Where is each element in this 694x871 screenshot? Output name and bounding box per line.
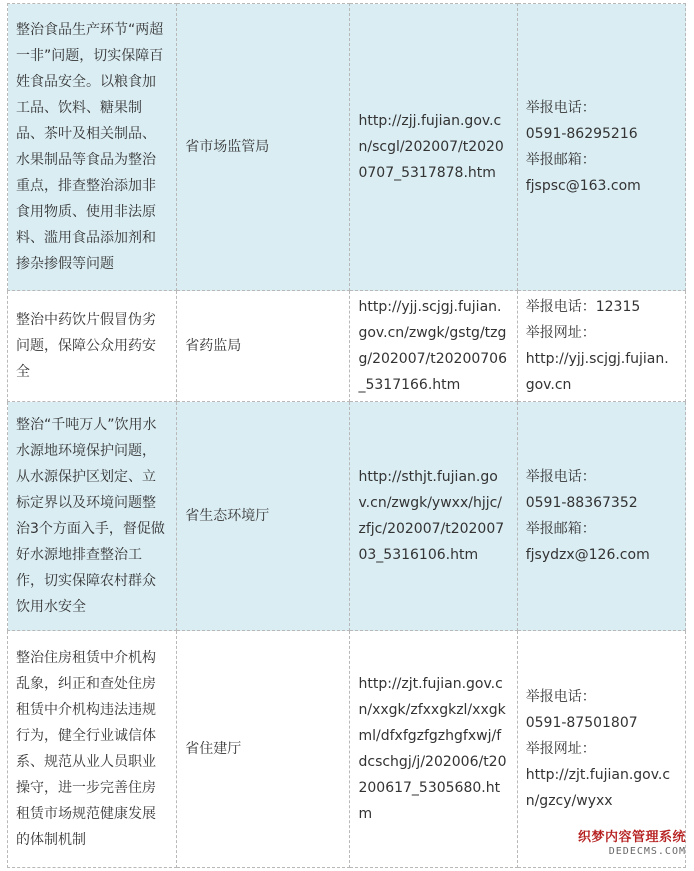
department-cell: 省住建厅 — [177, 631, 350, 868]
department-cell: 省生态环境厅 — [177, 402, 350, 631]
table-row — [8, 4, 686, 291]
url-cell[interactable]: http://zjj.fujian.gov.cn/scgl/202007/t20200707_5317878.htm — [350, 4, 517, 291]
task-cell: 整治中药饮片假冒伪劣问题，保障公众用药安全 — [8, 291, 177, 402]
contact-value: 0591-88367352 — [525, 495, 638, 511]
task-cell: 整治住房租赁中介机构乱象，纠正和查处住房租赁中介机构违法违规行为，健全行业诚信体系、规范从业人员职业操守，进一步完善住房租赁市场规范健康发展的体制机制 — [8, 631, 177, 868]
table-row — [8, 291, 686, 402]
contact-cell — [517, 291, 685, 402]
contact-label: 举报网址： — [525, 325, 596, 341]
task-table — [7, 3, 686, 868]
task-cell: 整治“千吨万人”饮用水水源地环境保护问题，从水源保护区划定、立标定界以及环境问题整治3个方面入手，督促做好水源地排查整治工作，切实保障农村群众饮用水安全 — [8, 402, 177, 631]
contact-cell — [517, 402, 685, 631]
contact-label: 举报电话： — [525, 100, 596, 116]
contact-value: 0591-86295216 — [525, 126, 638, 142]
contact-value[interactable]: http://zjt.fujian.gov.cn/gzcy/wyxx — [525, 767, 671, 809]
contact-label: 举报电话： — [525, 689, 596, 705]
url-cell[interactable]: http://yjj.scjgj.fujian.gov.cn/zwgk/gstg/tzgg/202007/t20200706_5317166.htm — [350, 291, 517, 402]
watermark-title: 织梦内容管理系统 — [577, 830, 686, 845]
url-cell[interactable]: http://sthjt.fujian.gov.cn/zwgk/ywxx/hjjc/zfjc/202007/t20200703_5316106.htm — [350, 402, 517, 631]
watermark — [578, 831, 686, 859]
contact-value[interactable]: http://yjj.scjgj.fujian.gov.cn — [525, 351, 669, 393]
url-cell[interactable]: http://zjt.fujian.gov.cn/xxgk/zfxxgkzl/xxgkml/dfxfgzfgzhgfxwj/fdcschgj/j/202006/t20200617_5305680.htm — [350, 631, 517, 868]
table-row — [8, 402, 686, 631]
contact-label: 举报电话：12315 — [525, 299, 641, 315]
contact-cell — [517, 4, 685, 291]
contact-value[interactable]: fjspsc@163.com — [525, 178, 641, 194]
contact-value[interactable]: fjsydzx@126.com — [525, 547, 650, 563]
contact-label: 举报邮箱： — [525, 521, 596, 537]
department-cell: 省药监局 — [177, 291, 350, 402]
contact-label: 举报邮箱： — [525, 152, 596, 168]
watermark-domain: DEDECMS.COM — [608, 846, 686, 857]
task-cell: 整治食品生产环节“两超一非”问题，切实保障百姓食品安全。以粮食加工品、饮料、糖果制品、茶叶及相关制品、水果制品等食品为整治重点，排查整治添加非食用物质、使用非法原料、滥用食品添加剂和掺杂掺假等问题 — [8, 4, 177, 291]
department-cell: 省市场监管局 — [177, 4, 350, 291]
contact-value: 0591-87501807 — [525, 715, 638, 731]
contact-label: 举报网址： — [525, 741, 596, 757]
contact-label: 举报电话： — [525, 469, 596, 485]
